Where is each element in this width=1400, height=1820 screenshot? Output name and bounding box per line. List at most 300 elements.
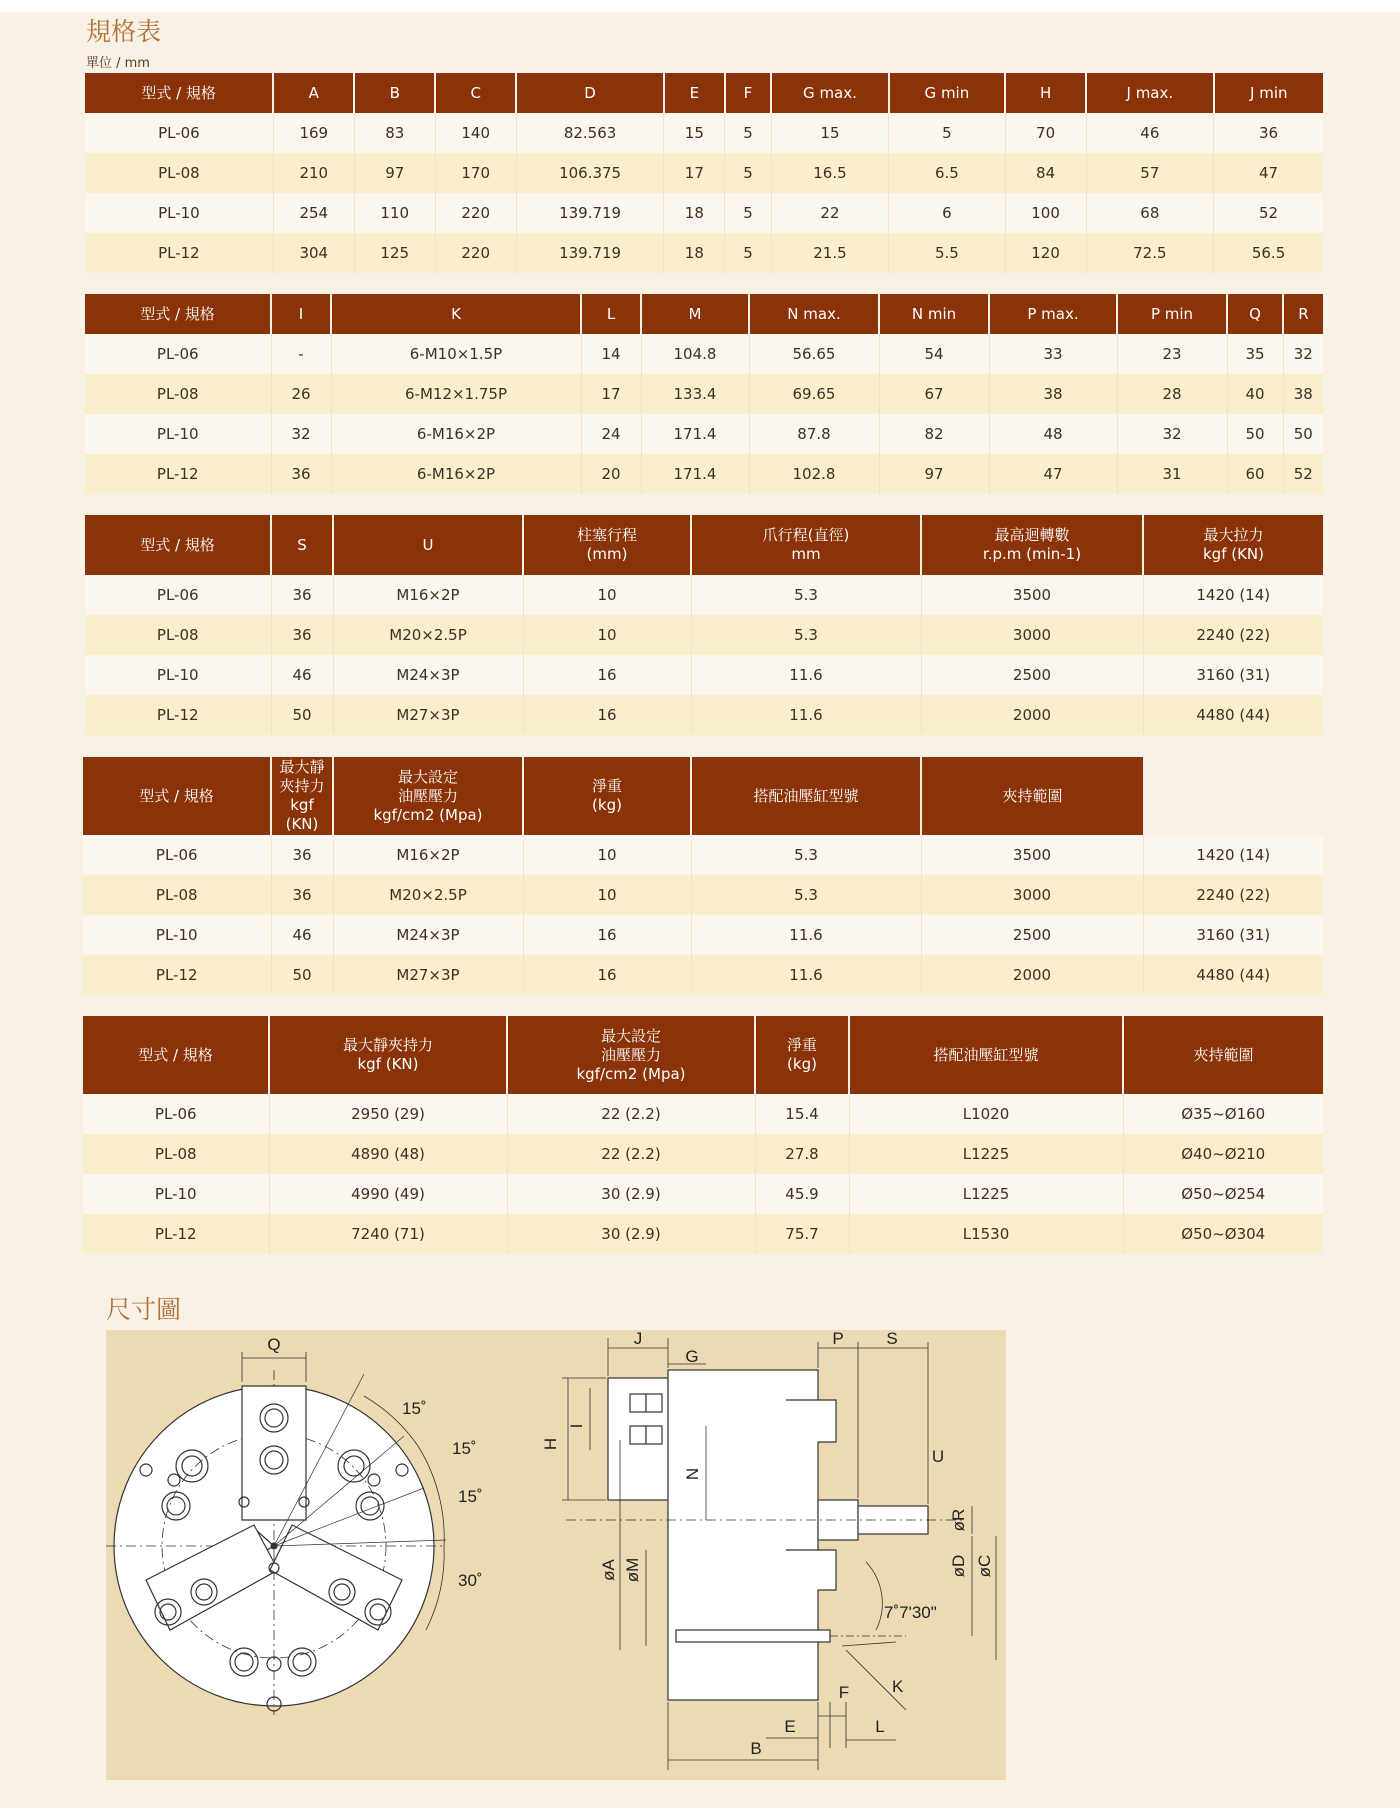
model-cell: PL-08 — [85, 615, 271, 655]
table-cell: 5 — [725, 193, 772, 233]
column-header — [85, 73, 273, 113]
header-label: B — [389, 83, 400, 102]
table-row — [85, 233, 1323, 273]
column-header — [271, 757, 333, 835]
table-cell: 254 — [273, 193, 354, 233]
table-cell: 2240 (22) — [1143, 615, 1323, 655]
table-row — [85, 575, 1323, 615]
label-l: L — [875, 1717, 885, 1736]
table-cell: 5 — [725, 153, 772, 193]
column-header — [271, 294, 331, 334]
table-cell: 27.8 — [755, 1134, 849, 1174]
column-header — [879, 294, 989, 334]
header-label: 夾持範圍 — [1193, 1045, 1254, 1064]
table-cell: 67 — [879, 374, 989, 414]
table-cell: 46 — [1086, 113, 1214, 153]
column-header — [691, 757, 921, 835]
column-header — [516, 73, 664, 113]
spec-page — [0, 12, 1400, 1808]
model-cell: PL-06 — [85, 334, 271, 374]
table-cell: 2950 (29) — [269, 1094, 507, 1134]
table-row — [85, 414, 1323, 454]
header-label: 最高迴轉數 — [994, 526, 1070, 544]
table-cell: 125 — [354, 233, 435, 273]
column-header — [273, 73, 354, 113]
header-label: H — [1039, 83, 1052, 102]
table-cell: L1020 — [849, 1094, 1123, 1134]
model-cell: PL-08 — [85, 374, 271, 414]
header-label: C — [470, 83, 481, 102]
table-cell: 5.3 — [691, 875, 921, 915]
table-cell: 220 — [435, 193, 516, 233]
label-f: F — [838, 1683, 850, 1702]
header-sublabel: mm — [791, 545, 821, 563]
table-cell: 11.6 — [691, 695, 921, 735]
table-cell: M27×3P — [333, 695, 523, 735]
table-row — [83, 835, 1323, 875]
front-view — [106, 1352, 446, 1715]
header-label: 最大拉力 — [1203, 526, 1264, 544]
table-cell: 60 — [1227, 454, 1283, 494]
table-cell: 15 — [771, 113, 888, 153]
label-a: øA — [599, 1559, 618, 1581]
model-cell: PL-12 — [85, 695, 271, 735]
column-header — [1143, 515, 1323, 575]
model-cell: PL-06 — [83, 1094, 269, 1134]
table-cell: 52 — [1283, 454, 1323, 494]
column-header — [1214, 73, 1323, 113]
table-cell: 6-M12×1.75P — [331, 374, 581, 414]
header-sublabel: 油壓壓力 — [397, 786, 458, 805]
table-cell: 46 — [271, 915, 333, 955]
column-header — [1123, 1016, 1323, 1094]
table-cell: 6-M16×2P — [331, 414, 581, 454]
column-header — [921, 515, 1143, 575]
model-cell: PL-08 — [83, 875, 271, 915]
header-label: 型式 / 規格 — [138, 1045, 213, 1064]
table-cell: 304 — [273, 233, 354, 273]
table-cell: 46 — [271, 655, 333, 695]
column-header — [755, 1016, 849, 1094]
table-cell: 169 — [273, 113, 354, 153]
column-header — [921, 757, 1143, 835]
table-cell: 5 — [725, 233, 772, 273]
table-cell: 10 — [523, 875, 691, 915]
label-q: Q — [267, 1335, 281, 1354]
table-cell: Ø35~Ø160 — [1123, 1094, 1323, 1134]
table-cell: 133.4 — [641, 374, 749, 414]
label-d: øD — [949, 1554, 968, 1578]
table-cell: 15.4 — [755, 1094, 849, 1134]
header-label: 搭配油壓缸型號 — [933, 1045, 1039, 1064]
header-label: N max. — [787, 304, 841, 323]
table-cell: 56.65 — [749, 334, 879, 374]
table-row — [83, 1214, 1323, 1254]
column-header — [83, 1016, 269, 1094]
header-label: Q — [1249, 304, 1261, 323]
spec-table-1 — [85, 73, 1323, 273]
header-label: 淨重 — [591, 777, 622, 795]
column-header — [581, 294, 641, 334]
table-cell: 100 — [1005, 193, 1086, 233]
table-cell: 36 — [271, 835, 333, 875]
column-header — [1227, 294, 1283, 334]
side-body — [668, 1370, 818, 1700]
header-label: 淨重 — [786, 1036, 817, 1054]
table-cell: 11.6 — [691, 955, 921, 995]
table-cell: 4480 (44) — [1143, 695, 1323, 735]
table-cell: 170 — [435, 153, 516, 193]
column-header — [85, 294, 271, 334]
header-label: P max. — [1027, 304, 1079, 323]
table-cell: 17 — [581, 374, 641, 414]
header-label: 夾持範圍 — [1002, 786, 1063, 805]
column-header — [83, 757, 271, 835]
column-header — [889, 73, 1005, 113]
column-header — [85, 515, 271, 575]
header-label: U — [422, 535, 434, 554]
column-header — [749, 294, 879, 334]
table-cell: 16 — [523, 695, 691, 735]
table-cell: 2500 — [921, 915, 1143, 955]
column-header — [333, 515, 523, 575]
table-cell: Ø40~Ø210 — [1123, 1134, 1323, 1174]
table-cell: 87.8 — [749, 414, 879, 454]
table-cell: 14 — [581, 334, 641, 374]
table-cell: 97 — [354, 153, 435, 193]
label-r: øR — [949, 1508, 968, 1532]
table-cell: 5 — [889, 113, 1005, 153]
table-cell: 5.3 — [691, 575, 921, 615]
spec-table-4 — [83, 757, 1323, 995]
table-cell: Ø50~Ø254 — [1123, 1174, 1323, 1214]
header-label: M — [688, 304, 702, 323]
table-cell: M24×3P — [333, 655, 523, 695]
header-sublabel: kgf (KN) — [357, 1055, 419, 1073]
dimension-title: 尺寸圖 — [106, 1295, 182, 1324]
table-cell: 23 — [1117, 334, 1227, 374]
table-cell: 7240 (71) — [269, 1214, 507, 1254]
header-label: R — [1298, 304, 1309, 323]
header-label: J min — [1250, 83, 1288, 102]
table-cell: M20×2.5P — [333, 615, 523, 655]
table-cell: M16×2P — [333, 835, 523, 875]
column-header — [269, 1016, 507, 1094]
model-cell: PL-10 — [83, 1174, 269, 1214]
table-cell: 16 — [523, 955, 691, 995]
table-cell: M20×2.5P — [333, 875, 523, 915]
table-row — [85, 615, 1323, 655]
header-label: 型式 / 規格 — [140, 304, 215, 323]
model-cell: PL-10 — [83, 915, 271, 955]
table-cell: 31 — [1117, 454, 1227, 494]
column-header — [1117, 294, 1227, 334]
header-label: 最大設定 — [397, 767, 458, 786]
column-header — [333, 757, 523, 835]
table-cell: 48 — [989, 414, 1117, 454]
table-cell: 4480 (44) — [1143, 955, 1323, 995]
dimension-drawing-svg — [106, 1330, 1006, 1780]
table-cell: 28 — [1117, 374, 1227, 414]
label-i: I — [567, 1423, 586, 1429]
table-cell: 70 — [1005, 113, 1086, 153]
table-row — [85, 695, 1323, 735]
label-k: K — [892, 1677, 904, 1696]
table-cell: 36 — [271, 615, 333, 655]
column-header — [989, 294, 1117, 334]
model-cell: PL-12 — [83, 1214, 269, 1254]
header-label: I — [298, 304, 304, 323]
table-cell: 68 — [1086, 193, 1214, 233]
table-cell: 2000 — [921, 695, 1143, 735]
table-cell: 16 — [523, 655, 691, 695]
table-cell: 50 — [271, 695, 333, 735]
table-cell: 32 — [1283, 334, 1323, 374]
model-cell: PL-06 — [83, 835, 271, 875]
label-c: øC — [975, 1554, 994, 1578]
table-cell: 220 — [435, 233, 516, 273]
table-row — [85, 374, 1323, 414]
label-angle-2: 15˚ — [452, 1439, 477, 1458]
table-cell: 2000 — [921, 955, 1143, 995]
table-cell: 3500 — [921, 835, 1143, 875]
table-cell: 40 — [1227, 374, 1283, 414]
table-cell: 47 — [989, 454, 1117, 494]
label-angle-4: 30˚ — [458, 1571, 483, 1590]
header-label: 搭配油壓缸型號 — [753, 786, 859, 805]
table-cell: 35 — [1227, 334, 1283, 374]
column-header — [1283, 294, 1323, 334]
column-header — [507, 1016, 755, 1094]
spec-table-3 — [85, 515, 1323, 735]
header-label: E — [689, 83, 700, 102]
table-row — [85, 454, 1323, 494]
spec-table-5 — [83, 1016, 1323, 1254]
table-cell: 75.7 — [755, 1214, 849, 1254]
column-header — [725, 73, 772, 113]
table-cell: 2500 — [921, 655, 1143, 695]
table-cell: 30 (2.9) — [507, 1174, 755, 1214]
table-cell: L1530 — [849, 1214, 1123, 1254]
table-cell: 45.9 — [755, 1174, 849, 1214]
table-cell: M16×2P — [333, 575, 523, 615]
table-row — [83, 1134, 1323, 1174]
header-label: P min — [1150, 304, 1194, 323]
table-cell: 36 — [271, 575, 333, 615]
spec-table-2 — [85, 294, 1323, 494]
model-cell: PL-08 — [83, 1134, 269, 1174]
table-cell: 104.8 — [641, 334, 749, 374]
table-row — [83, 1094, 1323, 1134]
table-cell: 3160 (31) — [1143, 915, 1323, 955]
header-sublabel: (mm) — [586, 545, 628, 563]
table-cell: 120 — [1005, 233, 1086, 273]
header-sublabel: (kg) — [592, 796, 622, 814]
table-cell: 6 — [889, 193, 1005, 233]
table-cell: 36 — [1214, 113, 1323, 153]
column-header — [354, 73, 435, 113]
table-cell: - — [271, 334, 331, 374]
header-label: G min — [924, 83, 970, 102]
model-cell: PL-10 — [85, 414, 271, 454]
table-row — [83, 1174, 1323, 1214]
table-cell: 24 — [581, 414, 641, 454]
table-cell: 16 — [523, 915, 691, 955]
model-cell: PL-10 — [85, 193, 273, 233]
table-cell: 4990 (49) — [269, 1174, 507, 1214]
column-header — [523, 757, 691, 835]
table-row — [83, 955, 1323, 995]
table-cell: 4890 (48) — [269, 1134, 507, 1174]
table-cell: 30 (2.9) — [507, 1214, 755, 1254]
table-cell: 5.5 — [889, 233, 1005, 273]
header-sublabel: kgf (KN) — [285, 796, 319, 833]
table-cell: 110 — [354, 193, 435, 233]
table-row — [85, 193, 1323, 233]
label-angle: 7˚7'30" — [884, 1603, 937, 1622]
model-cell: PL-12 — [83, 955, 271, 995]
table-cell: 171.4 — [641, 414, 749, 454]
table-cell: 140 — [435, 113, 516, 153]
table-cell: 22 (2.2) — [507, 1134, 755, 1174]
table-cell: 84 — [1005, 153, 1086, 193]
table-cell: 82 — [879, 414, 989, 454]
label-h: H — [541, 1437, 560, 1451]
model-cell: PL-08 — [85, 153, 273, 193]
model-cell: PL-10 — [85, 655, 271, 695]
table-cell: 36 — [271, 875, 333, 915]
table-cell: 5 — [725, 113, 772, 153]
header-sublabel: kgf/cm2 (Mpa) — [576, 1064, 686, 1083]
table-cell: 15 — [664, 113, 725, 153]
label-p: P — [832, 1330, 844, 1348]
table-cell: 83 — [354, 113, 435, 153]
table-cell: 97 — [879, 454, 989, 494]
table-cell: 18 — [664, 193, 725, 233]
table-cell: 69.65 — [749, 374, 879, 414]
label-b: B — [750, 1739, 762, 1758]
header-sublabel: kgf/cm2 (Mpa) — [373, 805, 483, 824]
table-cell: 171.4 — [641, 454, 749, 494]
table-cell: 102.8 — [749, 454, 879, 494]
table-cell: 32 — [1117, 414, 1227, 454]
table-cell: 139.719 — [516, 233, 664, 273]
dimension-drawing — [106, 1330, 1006, 1780]
header-label: J max. — [1126, 83, 1174, 102]
header-label: 最大設定 — [600, 1026, 661, 1045]
table-cell: 36 — [271, 454, 331, 494]
header-label: 型式 / 規格 — [141, 83, 216, 102]
table-cell: 5.3 — [691, 615, 921, 655]
label-u: U — [931, 1447, 945, 1466]
column-header — [435, 73, 516, 113]
table-cell: 17 — [664, 153, 725, 193]
header-label: D — [584, 83, 596, 102]
column-header — [523, 515, 691, 575]
table-cell: 11.6 — [691, 655, 921, 695]
header-label: 柱塞行程 — [576, 526, 637, 544]
table-cell: 54 — [879, 334, 989, 374]
table-cell: 33 — [989, 334, 1117, 374]
table-cell: 10 — [523, 575, 691, 615]
table-cell: 3000 — [921, 875, 1143, 915]
model-cell: PL-06 — [85, 113, 273, 153]
header-label: 最大靜夾持力 — [279, 758, 325, 795]
table-cell: 22 — [771, 193, 888, 233]
header-label: A — [308, 83, 319, 102]
table-cell: 11.6 — [691, 915, 921, 955]
header-sublabel: r.p.m (min-1) — [982, 545, 1082, 563]
header-label: 爪行程(直徑) — [762, 526, 850, 544]
table-cell: 10 — [523, 835, 691, 875]
table-cell: 72.5 — [1086, 233, 1214, 273]
header-sublabel: kgf (KN) — [1202, 545, 1265, 563]
column-header — [1086, 73, 1214, 113]
table-cell: 18 — [664, 233, 725, 273]
table-cell: Ø50~Ø304 — [1123, 1214, 1323, 1254]
table-row — [85, 334, 1323, 374]
header-label: F — [743, 83, 753, 102]
table-cell: 6.5 — [889, 153, 1005, 193]
table-cell: 22 (2.2) — [507, 1094, 755, 1134]
table-cell: 57 — [1086, 153, 1214, 193]
header-label: G max. — [803, 83, 857, 102]
table-cell: 50 — [1227, 414, 1283, 454]
table-row — [85, 153, 1323, 193]
header-label: S — [297, 535, 307, 554]
table-cell: 52 — [1214, 193, 1323, 233]
table-cell: L1225 — [849, 1174, 1123, 1214]
model-cell: PL-12 — [85, 233, 273, 273]
label-angle-3: 15˚ — [458, 1487, 483, 1506]
table-cell: 50 — [1283, 414, 1323, 454]
table-row — [83, 915, 1323, 955]
table-cell: 82.563 — [516, 113, 664, 153]
table-cell: M24×3P — [333, 915, 523, 955]
table-row — [83, 875, 1323, 915]
unit-label: 單位 / mm — [86, 56, 150, 71]
table-cell: L1225 — [849, 1134, 1123, 1174]
column-header — [331, 294, 581, 334]
label-g: G — [685, 1347, 699, 1366]
table-cell: 1420 (14) — [1143, 835, 1323, 875]
table-cell: 139.719 — [516, 193, 664, 233]
column-header — [641, 294, 749, 334]
header-label: K — [451, 304, 461, 323]
table-cell: M27×3P — [333, 955, 523, 995]
side-view — [562, 1338, 996, 1770]
header-sublabel: (kg) — [787, 1055, 817, 1073]
header-label: 型式 / 規格 — [139, 786, 214, 805]
label-s: S — [886, 1330, 898, 1348]
column-header — [691, 515, 921, 575]
model-cell: PL-12 — [85, 454, 271, 494]
table-cell: 3160 (31) — [1143, 655, 1323, 695]
table-cell: 21.5 — [771, 233, 888, 273]
table-cell: 26 — [271, 374, 331, 414]
table-cell: 106.375 — [516, 153, 664, 193]
table-cell: 3000 — [921, 615, 1143, 655]
table-cell: 210 — [273, 153, 354, 193]
header-label: 型式 / 規格 — [140, 535, 215, 554]
table-cell: 50 — [271, 955, 333, 995]
label-angle-1: 15˚ — [402, 1399, 427, 1418]
header-label: L — [606, 304, 616, 323]
column-header — [849, 1016, 1123, 1094]
spec-title: 規格表 — [86, 17, 162, 46]
jaw-top — [242, 1386, 306, 1520]
table-cell: 1420 (14) — [1143, 575, 1323, 615]
